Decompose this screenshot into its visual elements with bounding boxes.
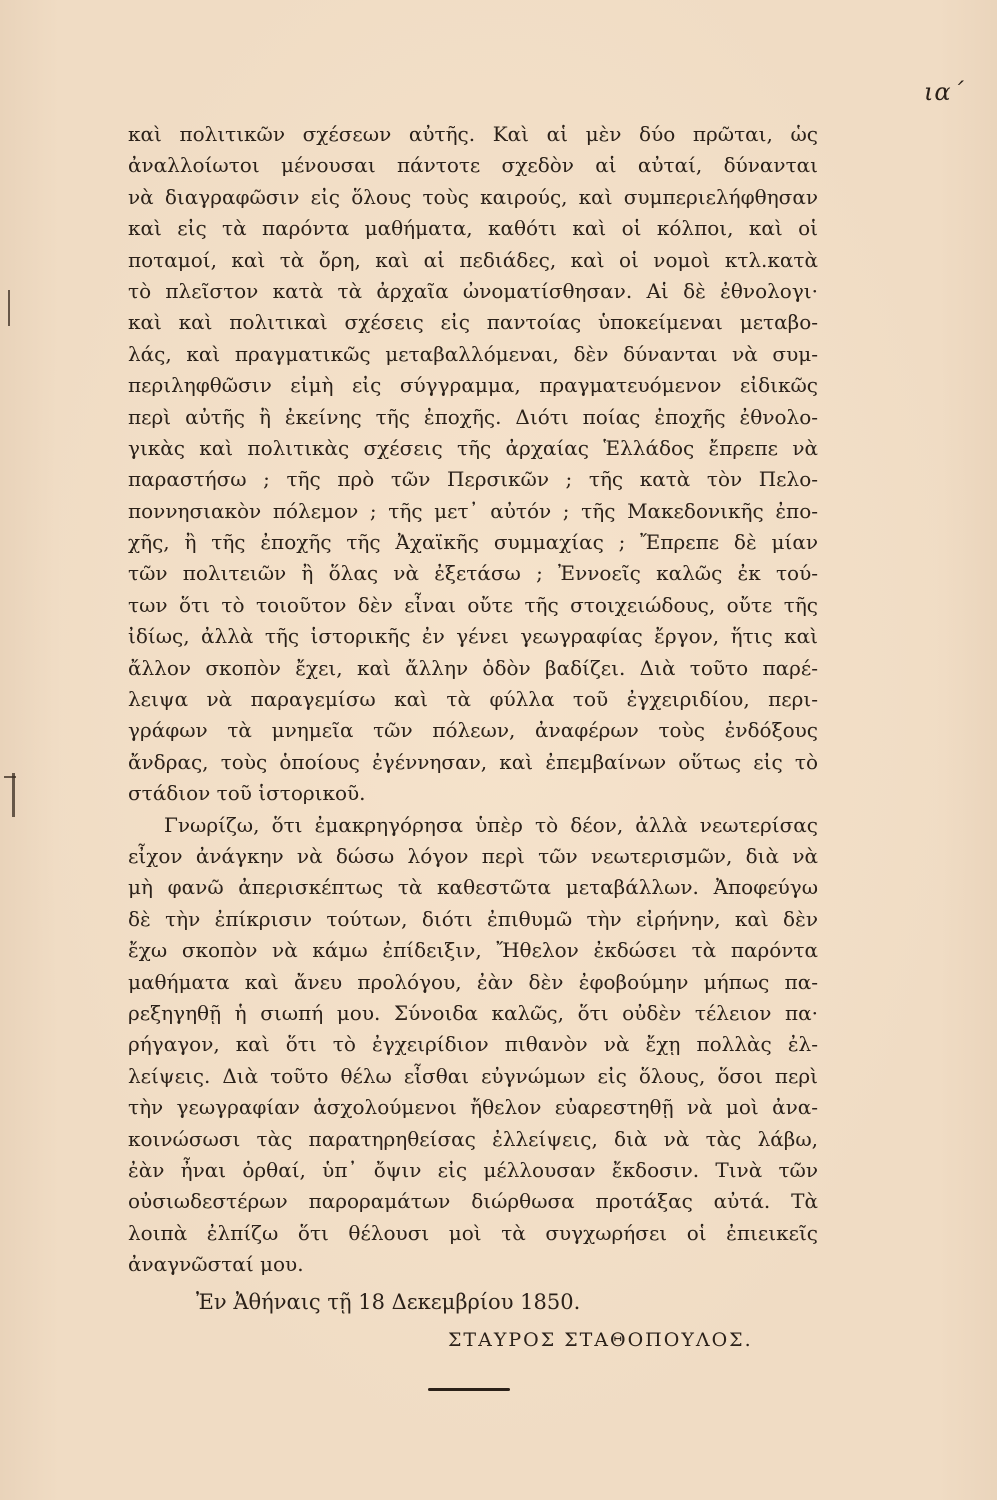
signature-block xyxy=(128,1286,818,1356)
text-line: λειψα νὰ παραγεμίσω καὶ τὰ φύλλα τοῦ ἐγχειριδίου, περι- xyxy=(128,687,818,712)
text-line: ρήγαγον, καὶ ὅτι τὸ ἐγχειρίδιον πιθανὸν νὰ ἔχῃ πολλὰς ἐλ- xyxy=(128,1032,818,1057)
margin-mark xyxy=(8,290,10,326)
text-line: καὶ καὶ πολιτικαὶ σχέσεις εἰς παντοίας ὑποκείμεναι μεταβο- xyxy=(128,310,818,335)
date-line: Ἐν Ἀθήναις τῇ 18 Δεκεμβρίου 1850. xyxy=(196,1290,581,1314)
text-line: των ὅτι τὸ τοιοῦτον δὲν εἶναι οὔτε τῆς στοιχειώδους, οὔτε τῆς xyxy=(128,592,818,617)
text-line: ρεξηγηθῇ ἡ σιωπή μου. Σύνοιδα καλῶς, ὅτι οὐδὲν τέλειον πα· xyxy=(128,1000,818,1025)
text-line: ἄλλον σκοπὸν ἔχει, καὶ ἄλλην ὁδὸν βαδίζει. Διὰ τοῦτο παρέ- xyxy=(128,655,818,680)
end-ornament-rule xyxy=(428,1388,510,1391)
text-line: ἄνδρας, τοὺς ὁποίους ἐγέννησαν, καὶ ἐπεμβαίνων οὕτως εἰς τὸ xyxy=(128,749,818,774)
body-text xyxy=(128,119,818,1280)
text-line: λοιπὰ ἐλπίζω ὅτι θέλουσι μοὶ τὰ συγχωρήσει οἱ ἐπιεικεῖς xyxy=(128,1220,818,1245)
text-line: γράφων τὰ μνημεῖα τῶν πόλεων, ἀναφέρων τοὺς ἐνδόξους xyxy=(128,718,818,743)
text-line: εἶχον ἀνάγκην νὰ δώσω λόγον περὶ τῶν νεωτερισμῶν, διὰ νὰ xyxy=(128,843,818,868)
author-name: ΣΤΑΥΡΟΣ ΣΤΑΘΟΠΟΥΛΟΣ. xyxy=(448,1329,753,1351)
text-line: ποταμοί, καὶ τὰ ὄρη, καὶ αἱ πεδιάδες, καὶ οἱ νομοὶ κτλ.κατὰ xyxy=(128,247,818,272)
margin-mark xyxy=(4,776,16,778)
text-line: ἀναγνῶσταί μου. xyxy=(128,1252,304,1277)
text-line: δὲ τὴν ἐπίκρισιν τούτων, διότι ἐπιθυμῶ τὴν εἰρήνην, καὶ δὲν xyxy=(128,906,818,931)
text-line: οὐσιωδεστέρων παροραμάτων διώρθωσα προτάξας αὐτά. Τὰ xyxy=(128,1189,818,1214)
text-line: καὶ πολιτικῶν σχέσεων αὐτῆς. Καὶ αἱ μὲν δύο πρῶται, ὡς xyxy=(128,122,818,146)
text-line: περιληφθῶσιν εἰμὴ εἰς σύγγραμμα, πραγματευόμενον εἰδικῶς xyxy=(128,373,818,398)
text-line: παραστήσω ; τῆς πρὸ τῶν Περσικῶν ; τῆς κατὰ τὸν Πελο- xyxy=(128,467,818,492)
text-line: μαθήματα καὶ ἄνευ προλόγου, ἐὰν δὲν ἐφοβούμην μήπως πα- xyxy=(128,969,818,994)
text-line: Γνωρίζω, ὅτι ἐμακρηγόρησα ὑπὲρ τὸ δέον, ἀλλὰ νεωτερίσας xyxy=(164,812,818,837)
text-line: τὴν γεωγραφίαν ἀσχολούμενοι ἤθελον εὐαρεστηθῇ νὰ μοὶ ἀνα- xyxy=(128,1095,818,1120)
text-line: ἐὰν ἦναι ὀρθαί, ὑπ᾽ ὄψιν εἰς μέλλουσαν ἔκδοσιν. Τινὰ τῶν xyxy=(128,1157,818,1182)
text-line: μὴ φανῶ ἀπερισκέπτως τὰ καθεστῶτα μεταβάλλων. Ἀποφεύγω xyxy=(128,875,818,900)
margin-mark xyxy=(12,773,15,817)
text-line: χῆς, ἢ τῆς ἐποχῆς τῆς Ἀχαϊκῆς συμμαχίας ; Ἔπρεπε δὲ μίαν xyxy=(128,530,818,555)
text-line: στάδιον τοῦ ἱστορικοῦ. xyxy=(128,781,366,806)
text-line: νὰ διαγραφῶσιν εἰς ὅλους τοὺς καιρούς, καὶ συμπεριελήφθησαν xyxy=(128,184,818,209)
text-line: τὸ πλεῖστον κατὰ τὰ ἀρχαῖα ὠνοματίσθησαν. Αἱ δὲ ἐθνολογι· xyxy=(128,278,818,303)
text-line: καὶ εἰς τὰ παρόντα μαθήματα, καθότι καὶ οἱ κόλποι, καὶ οἱ xyxy=(128,216,818,241)
text-line: ἰδίως, ἀλλὰ τῆς ἱστορικῆς ἐν γένει γεωγραφίας ἔργον, ἥτις καὶ xyxy=(128,624,818,649)
text-line: γικὰς καὶ πολιτικὰς σχέσεις τῆς ἀρχαίας Ἑλλάδος ἔπρεπε νὰ xyxy=(128,435,818,460)
text-line: λείψεις. Διὰ τοῦτο θέλω εἶσθαι εὐγνώμων εἰς ὅλους, ὅσοι περὶ xyxy=(128,1063,818,1088)
text-line: ποννησιακὸν πόλεμον ; τῆς μετ᾽ αὐτόν ; τῆς Μακεδονικῆς ἐπο- xyxy=(128,498,818,523)
text-line: περὶ αὐτῆς ἢ ἐκείνης τῆς ἐποχῆς. Διότι ποίας ἐποχῆς ἐθνολο- xyxy=(128,404,818,429)
text-line: λάς, καὶ πραγματικῶς μεταβαλλόμεναι, δὲν δύνανται νὰ συμ- xyxy=(128,341,818,366)
page-number: ια΄ xyxy=(924,78,965,106)
text-line: τῶν πολιτειῶν ἢ ὅλας νὰ ἐξετάσω ; Ἐννοεῖς καλῶς ἐκ τού- xyxy=(128,561,818,586)
text-line: κοινώσωσι τὰς παρατηρηθείσας ἐλλείψεις, διὰ νὰ τὰς λάβω, xyxy=(128,1126,818,1151)
text-line: ἀναλλοίωτοι μένουσαι πάντοτε σχεδὸν αἱ αὐταί, δύνανται xyxy=(128,153,818,178)
text-line: ἔχω σκοπὸν νὰ κάμω ἐπίδειξιν, Ἤθελον ἐκδώσει τὰ παρόντα xyxy=(128,938,818,963)
